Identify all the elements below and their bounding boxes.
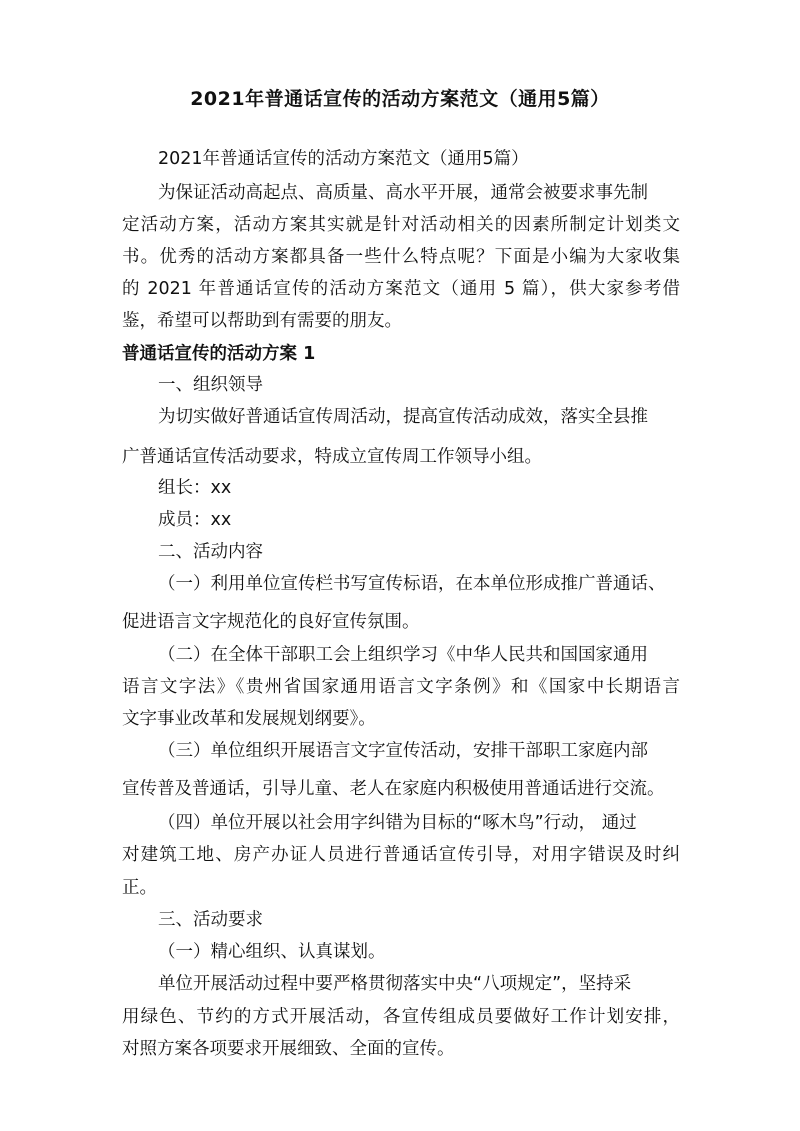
paragraph-line: 宣传普及普通话，引导儿童、老人在家庭内积极使用普通话进行交流。 xyxy=(122,779,665,799)
subheading-line: 三、活动要求 xyxy=(158,910,263,930)
subtitle-line: 2021年普通话宣传的活动方案范文（通用5篇） xyxy=(158,149,529,169)
paragraph-line: 单位开展活动过程中要严格贯彻落实中央“八项规定”，坚持采 xyxy=(158,974,632,994)
paragraph-line: 为保证活动高起点、高质量、高水平开展，通常会被要求事先制 xyxy=(158,183,648,203)
paragraph-line: 用绿色、节约的方式开展活动，各宣传组成员要做好工作计划安排， xyxy=(122,1007,680,1027)
paragraph-line: 广普通话宣传活动要求，特成立宣传周工作领导小组。 xyxy=(122,447,542,467)
document-title: 2021年普通话宣传的活动方案范文（通用5篇） xyxy=(190,88,610,110)
paragraph-line: （二）在全体干部职工会上组织学习《中华人民共和国国家通用 xyxy=(158,645,648,665)
member-line: 成员：xx xyxy=(158,510,232,530)
paragraph-line: 书。优秀的活动方案都具备一些什么特点呢？下面是小编为大家收集 xyxy=(122,247,680,267)
paragraph-line: 对建筑工地、房产办证人员进行普通话宣传引导，对用字错误及时纠 xyxy=(122,845,680,865)
leader-line: 组长：xx xyxy=(158,478,232,498)
paragraph-line: （四）单位开展以社会用字纠错为目标的“啄木鸟”行动， 通过 xyxy=(158,813,637,833)
subheading-line: 二、活动内容 xyxy=(158,542,263,562)
section-heading: 普通话宣传的活动方案 1 xyxy=(122,344,316,364)
paragraph-line: 鉴，希望可以帮助到有需要的朋友。 xyxy=(122,311,402,331)
paragraph-line: （一）利用单位宣传栏书写宣传标语，在本单位形成推广普通话、 xyxy=(158,574,666,594)
subheading-line: 一、组织领导 xyxy=(158,375,263,395)
paragraph-line: 定活动方案，活动方案其实就是针对活动相关的因素所制定计划类文 xyxy=(122,215,680,235)
paragraph-line: 为切实做好普通话宣传周活动，提高宣传活动成效，落实全县推 xyxy=(158,407,648,427)
paragraph-line: 促进语言文字规范化的良好宣传氛围。 xyxy=(122,612,420,632)
paragraph-line: 对照方案各项要求开展细致、全面的宣传。 xyxy=(122,1039,455,1059)
paragraph-line: 文字事业改革和发展规划纲要》。 xyxy=(122,709,376,729)
paragraph-line: 正。 xyxy=(122,878,157,898)
paragraph-line: 的 2021 年普通话宣传的活动方案范文（通用 5 篇），供大家参考借 xyxy=(122,279,680,299)
paragraph-line: 语言文字法》《贵州省国家通用语言文字条例》和《国家中长期语言 xyxy=(122,677,680,697)
paragraph-line: （三）单位组织开展语言文字宣传活动，安排干部职工家庭内部 xyxy=(158,741,648,761)
subheading-line: （一）精心组织、认真谋划。 xyxy=(158,942,386,962)
